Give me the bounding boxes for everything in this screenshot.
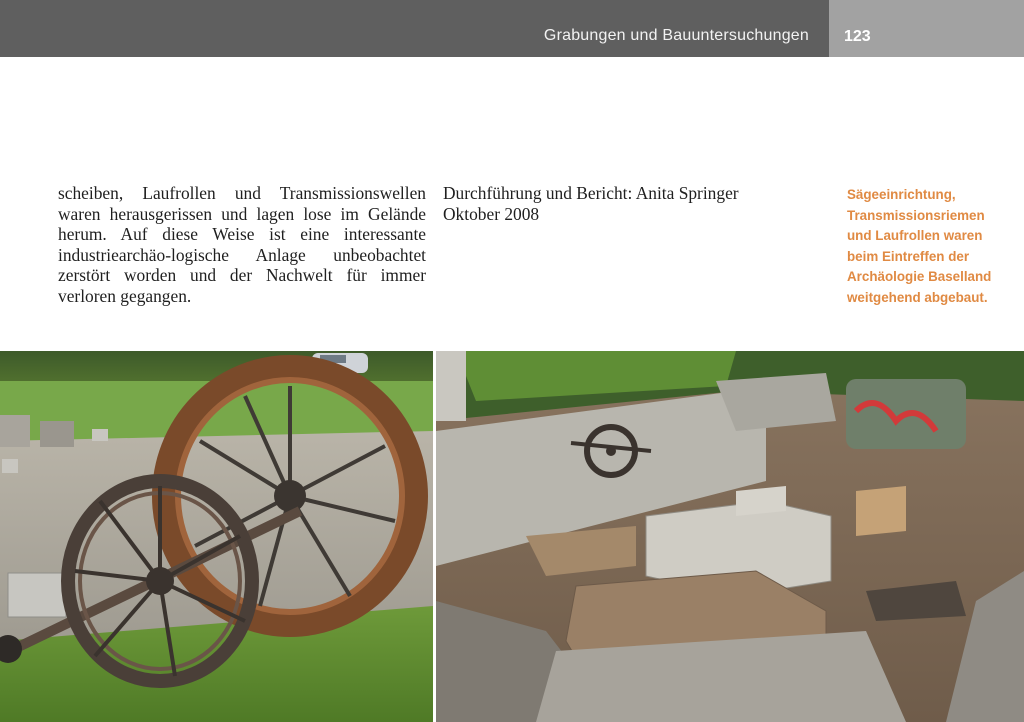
- section-title: Grabungen und Bauuntersuchungen: [543, 27, 809, 44]
- author-credit: Durchführung und Bericht: Anita Springer: [443, 183, 739, 203]
- caption-line: Sägeeinrichtung,: [847, 187, 956, 202]
- foundations-photo: [436, 351, 1024, 722]
- photo-caption: [847, 185, 1017, 309]
- body-text-column-1: scheiben, Laufrollen und Transmissionswellen waren herausgerissen und lagen lose im Gelände herum. Auf diese Weise ist eine interessante industriearchäo-logische Anlage unbeobachtet zerstört worden und der Nachwelt für immer verloren gegangen.: [58, 183, 426, 306]
- wheels-photo: [0, 351, 433, 722]
- caption-line: und Laufrollen waren: [847, 228, 983, 244]
- page-number-box: [829, 0, 1024, 57]
- caption-line: Archäologie Baselland: [847, 269, 992, 285]
- page-number: 123: [844, 28, 871, 45]
- caption-line: Transmissionsriemen: [847, 207, 985, 223]
- caption-line: weitgehend abgebaut.: [847, 289, 988, 305]
- caption-line: beim Eintreffen der: [847, 248, 970, 264]
- running-header: [0, 0, 829, 57]
- report-date: Oktober 2008: [443, 203, 540, 224]
- body-text-column-2: [443, 183, 783, 224]
